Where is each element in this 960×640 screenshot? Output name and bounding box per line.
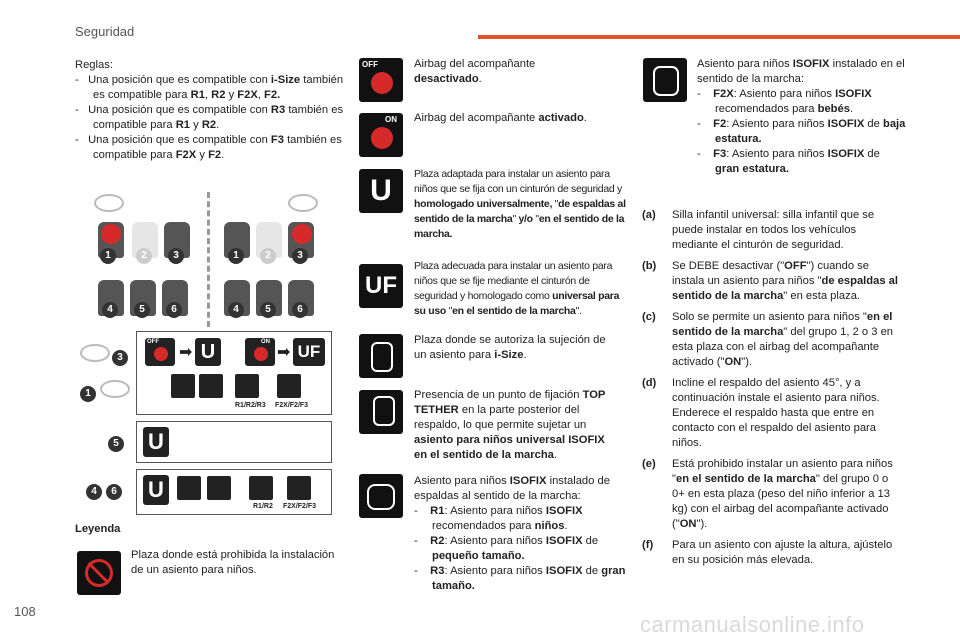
- seat-number: 5: [260, 302, 276, 318]
- u-description: Plaza adaptada para instalar un asiento para niños que se fija con un cinturón de seguridad y homologado universalmente, "de espaldas al sentido de la marcha" y/o "en el sentido de la marcha.: [414, 168, 626, 240]
- legend-title: Leyenda: [75, 523, 121, 535]
- top-tether-icon: [207, 476, 231, 500]
- page-number: 108: [14, 604, 36, 619]
- airbag-on-icon: ON: [245, 338, 275, 366]
- airbag-on-icon: ON: [359, 113, 403, 157]
- legend-prohibited-text: Plaza donde está prohibida la instalación de un asiento para niños.: [131, 549, 335, 576]
- arrow-icon: ➡: [277, 344, 291, 361]
- seat-number: 6: [106, 484, 122, 500]
- isize-text: Plaza donde se autoriza la sujeción de un asiento para i-Size.: [414, 334, 606, 361]
- u-icon: U: [195, 338, 221, 366]
- top-tether-text: Presencia de un punto de fijación TOP TETHER en la parte posterior del respaldo, lo que permite sujetar un asiento para niños universal ISOFIX en el sentido de la marcha.: [414, 389, 606, 461]
- forward-item: - F2X: Asiento para niños ISOFIX recomendados para bebés.: [697, 88, 872, 115]
- isize-seat-icon: [177, 476, 201, 500]
- airbag-off-icon: OFF: [359, 58, 403, 102]
- uf-icon: UF: [293, 338, 325, 366]
- rule-item: - Una posición que es compatible con R3 también es compatible para R1 y R2.: [75, 104, 344, 131]
- prohibited-icon: [292, 224, 312, 244]
- top-tether-icon: [199, 374, 223, 398]
- isofix-rear-text: Asiento para niños ISOFIX instalado de espaldas al sentido de la marcha: - R1: Asiento para niños ISOFIX recomendados para niños. - R2: Asiento para niños ISOFIX de pequeño tamaño. - R3: Asiento para niños ISOFIX de gran tamaño.: [414, 475, 626, 592]
- isize-seat-icon: [171, 374, 195, 398]
- rules-block: [75, 58, 345, 163]
- seat-number: 2: [260, 248, 276, 264]
- seats-4-6-panel: [136, 469, 332, 515]
- seat-number: 4: [86, 484, 102, 500]
- seat-number: 6: [166, 302, 182, 318]
- isofix-rear-facing-icon: [359, 474, 403, 518]
- class-caption: R1/R2/R3: [235, 402, 266, 409]
- rule-item: - Una posición que es compatible con i-Size también es compatible para R1, R2 y F2X, F2.: [75, 74, 344, 101]
- isize-seat-icon: [359, 334, 403, 378]
- prohibited-icon: [77, 551, 121, 595]
- watermark: carmanualsonline.info: [640, 612, 865, 637]
- seat-number: 4: [228, 302, 244, 318]
- top-tether-icon: [359, 390, 403, 434]
- seat-number: 3: [168, 248, 184, 264]
- seat-number: 3: [112, 350, 128, 366]
- isofix-rear-facing-icon: [249, 476, 273, 500]
- note-item: (d) Incline el respaldo del asiento 45°, y a continuación instale el asiento para niños. Enderece el respaldo hasta que entre en contacto con el respaldo del asiento para niños.: [642, 377, 880, 449]
- divider: [207, 192, 210, 327]
- class-caption: F2X/F2/F3: [283, 503, 317, 510]
- seat-5-panel: [136, 421, 332, 463]
- u-icon: U: [143, 475, 169, 505]
- seat-number: 5: [108, 436, 124, 452]
- forward-item: - F3: Asiento para niños ISOFIX de gran estatura.: [697, 148, 880, 175]
- u-icon: U: [143, 427, 169, 457]
- isofix-rear-facing-icon: [235, 374, 259, 398]
- seat-number: 4: [102, 302, 118, 318]
- section-title: Seguridad: [75, 24, 135, 39]
- u-icon: U: [359, 169, 403, 213]
- seat-number: 1: [228, 248, 244, 264]
- seat-number: 2: [136, 248, 152, 264]
- airbag-on-text: Airbag del acompañante activado.: [414, 112, 587, 124]
- steering-wheel-icon: [288, 194, 318, 212]
- rear-item: - R3: Asiento para niños ISOFIX de gran tamaño.: [414, 565, 626, 592]
- isofix-forward-facing-icon: [643, 58, 687, 102]
- airbag-off-text: Airbag del acompañante desactivado.: [414, 58, 536, 85]
- rule-item: - Una posición que es compatible con F3 también es compatible para F2X y F2.: [75, 134, 342, 161]
- uf-icon: UF: [359, 264, 403, 308]
- steering-wheel-icon: [100, 380, 130, 398]
- front-passenger-panel: [136, 331, 332, 415]
- seat-layout-diagram: [90, 192, 330, 332]
- isofix-forward-facing-icon: [277, 374, 301, 398]
- seat-number: 6: [292, 302, 308, 318]
- seat-number: 5: [134, 302, 150, 318]
- rear-item: - R2: Asiento para niños ISOFIX de pequeño tamaño.: [414, 535, 599, 562]
- prohibited-icon: [101, 224, 121, 244]
- note-item: (b) Se DEBE desactivar ("OFF") cuando se instala un asiento para niños "de espaldas al sentido de la marcha" en esta plaza.: [642, 260, 899, 302]
- note-item: (f) Para un asiento con ajuste la altura, ajústelo en su posición más elevada.: [642, 539, 893, 566]
- rules-title: Reglas:: [75, 59, 113, 71]
- note-item: (e) Está prohibido instalar un asiento para niños "en el sentido de la marcha" del grupo 0 o 0+ en esta plaza (peso del niño inferior a 13 kg) con el airbag del acompañante activado ("ON").: [642, 458, 893, 530]
- arrow-icon: ➡: [179, 344, 193, 361]
- notes-list: [642, 208, 904, 568]
- class-caption: F2X/F2/F3: [275, 402, 309, 409]
- isofix-forward-text: Asiento para niños ISOFIX instalado en el sentido de la marcha: - F2X: Asiento para niños ISOFIX recomendados para bebés. - F2: Asiento para niños ISOFIX de baja estatura. - F3: Asiento para niños ISOFIX de gran estatura.: [697, 58, 906, 175]
- seat-number: 1: [80, 386, 96, 402]
- uf-description: Plaza adecuada para instalar un asiento para niños que se fije mediante el cinturón de seguridad y homologado como universal para su uso "en el sentido de la marcha".: [414, 260, 620, 317]
- steering-wheel-icon: [94, 194, 124, 212]
- isofix-forward-facing-icon: [287, 476, 311, 500]
- forward-item: - F2: Asiento para niños ISOFIX de baja estatura.: [697, 118, 906, 145]
- steering-wheel-icon: [80, 344, 110, 362]
- header-accent-bar: [478, 35, 960, 39]
- class-caption: R1/R2: [253, 503, 273, 510]
- airbag-off-icon: OFF: [145, 338, 175, 366]
- note-item: (a) Silla infantil universal: silla infantil que se puede instalar en todos los vehículos mediante el cinturón de seguridad.: [642, 209, 875, 251]
- seat-number: 1: [100, 248, 116, 264]
- seat-number: 3: [292, 248, 308, 264]
- note-item: (c) Solo se permite un asiento para niños "en el sentido de la marcha" del grupo 1, 2 o 3 en esta plaza con el airbag del acompañante activado ("ON").: [642, 311, 894, 368]
- rear-item: - R1: Asiento para niños ISOFIX recomendados para niños.: [414, 505, 583, 532]
